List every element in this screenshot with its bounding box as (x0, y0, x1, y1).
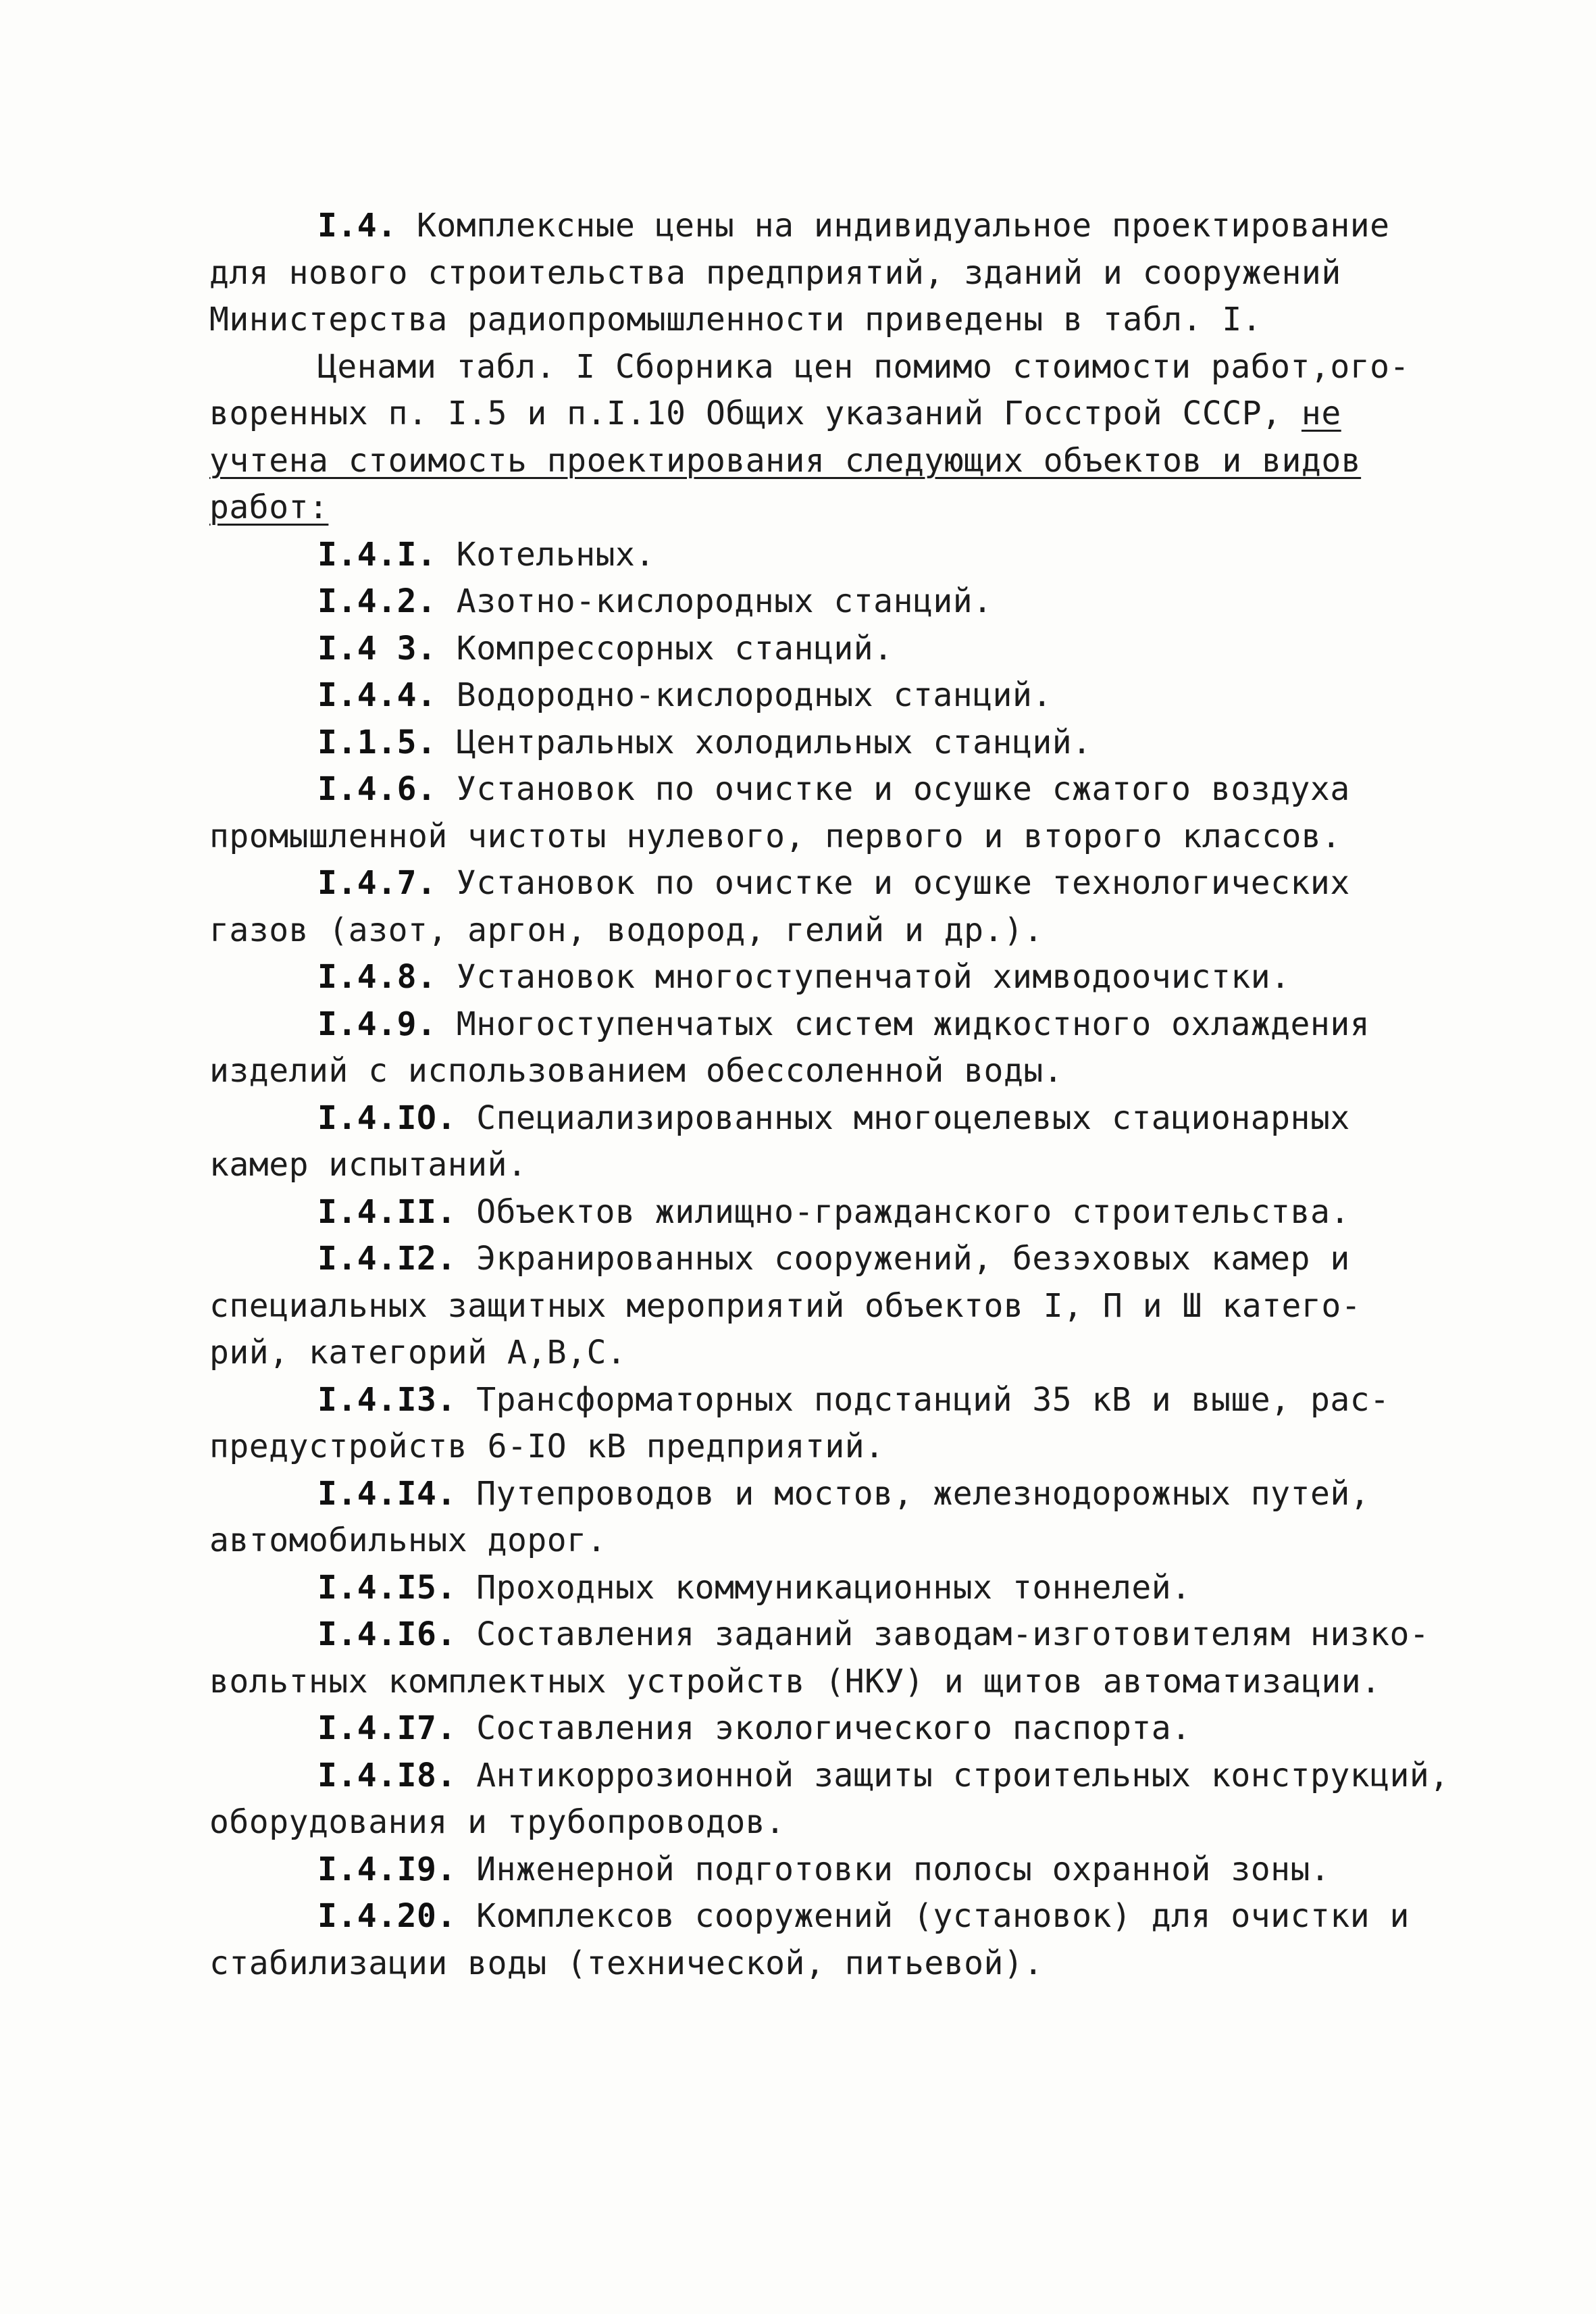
list-item-line (209, 1471, 1412, 1518)
list-item-line (209, 1142, 1412, 1189)
item-text: Составления заданий заводам-изготовителям низко- (476, 1615, 1430, 1653)
list-item-line (209, 1799, 1412, 1846)
item-number: I.4.2. (317, 582, 437, 620)
list-item-line (209, 1377, 1412, 1424)
item-text: оборудования и трубопроводов. (209, 1803, 786, 1841)
item-text: специальных защитных мероприятий объектов I, П и Ш катего- (209, 1286, 1362, 1325)
list-item-line (209, 1001, 1412, 1049)
item-text: предустройств 6-IO кВ предприятий. (209, 1428, 885, 1465)
item-text: Азотно-кислородных станций. (456, 582, 993, 620)
item-number: I.4.IO. (317, 1099, 457, 1137)
item-number: I.4.I8. (317, 1756, 457, 1794)
list-item-line (209, 1517, 1412, 1565)
note-underlined-word: не (1301, 395, 1341, 432)
item-text: Специализированных многоцелевых стационарных (476, 1099, 1350, 1137)
list-item-line (209, 626, 1412, 673)
list-item (209, 1753, 1449, 1846)
list-item (209, 672, 1412, 720)
items-list (209, 532, 1449, 1988)
list-item-line (209, 1940, 1412, 1988)
note-line-3: учтена стоимость проектирования следующих объектов и видов (209, 441, 1362, 480)
list-item-line (209, 954, 1412, 1001)
list-item (209, 1893, 1412, 1987)
item-text: промышленной чистоты нулевого, первого и второго классов. (209, 817, 1341, 855)
item-text: Трансформаторных подстанций 35 кВ и выше, рас- (476, 1380, 1390, 1419)
list-item (209, 954, 1412, 1001)
item-number: I.4.I2. (317, 1240, 457, 1278)
list-item-line (209, 860, 1412, 907)
item-number: I.4.8. (317, 958, 437, 996)
item-number: I.4.I5. (317, 1568, 457, 1607)
list-item (209, 1471, 1412, 1565)
item-number: I.4.4. (317, 676, 437, 714)
item-text: изделий с использованием обессоленной воды. (209, 1052, 1064, 1090)
item-text: Центральных холодильных станций. (456, 723, 1092, 761)
list-item-line (209, 766, 1412, 813)
list-item-line (209, 672, 1412, 720)
item-text: Путепроводов и мостов, железнодорожных путей, (476, 1474, 1370, 1513)
list-item-line (209, 1283, 1412, 1330)
list-item-line (209, 1659, 1412, 1706)
item-number: I.4.II. (317, 1192, 457, 1231)
item-number: I.4.20. (317, 1897, 457, 1935)
list-item-line (209, 532, 1412, 579)
list-item (209, 578, 1412, 626)
list-item-line (209, 1095, 1412, 1142)
item-text: рий, категорий А,В,С. (209, 1334, 627, 1372)
list-item (209, 532, 1412, 579)
list-item (209, 1095, 1412, 1189)
document-text (209, 203, 1449, 1987)
item-number: I.4.I6. (317, 1615, 457, 1653)
list-item-line (209, 1236, 1412, 1283)
item-text: камер испытаний. (209, 1146, 527, 1184)
list-item-line (209, 1565, 1412, 1612)
list-item-line (209, 1189, 1412, 1236)
list-item (209, 1189, 1412, 1236)
intro-line-1 (209, 203, 1412, 250)
item-number: I.4.I4. (317, 1474, 457, 1513)
list-item-line (209, 720, 1412, 767)
list-item-line (209, 1753, 1449, 1800)
item-text: Установок по очистке и осушке сжатого воздуха (456, 770, 1350, 808)
item-text: Водородно-кислородных станций. (456, 676, 1052, 714)
list-item-line (209, 1893, 1412, 1940)
item-text: Составления экологического паспорта. (476, 1709, 1191, 1747)
item-number: I.4 3. (317, 629, 437, 668)
note-text-2: воренных п. I.5 и п.I.10 Общих указаний Госстрой СССР, (209, 395, 1302, 432)
list-item-line (209, 1846, 1412, 1894)
item-text: газов (азот, аргон, водород, гелий и др.). (209, 911, 1044, 949)
item-text: Котельных. (456, 535, 655, 574)
item-text: Комплексов сооружений (установок) для очистки и (476, 1897, 1410, 1935)
item-text: Объектов жилищно-гражданского строительства. (476, 1192, 1350, 1231)
intro-line-3: Министерства радиопромышленности приведены в табл. I. (209, 301, 1262, 338)
list-item-line (209, 813, 1412, 861)
item-text: стабилизации воды (технической, питьевой). (209, 1944, 1044, 1982)
note-line-4: работ: (209, 488, 329, 526)
list-item (209, 1846, 1412, 1894)
list-item (209, 766, 1412, 860)
item-text: вольтных комплектных устройств (НКУ) и щитов автоматизации. (209, 1662, 1381, 1701)
note-line-2 (209, 391, 1412, 438)
intro-line-2: для нового строительства предприятий, зданий и сооружений (209, 253, 1341, 292)
item-text: Компрессорных станций. (456, 629, 894, 668)
list-item-line (209, 1048, 1412, 1095)
list-item (209, 1611, 1430, 1705)
item-number: I.4.I7. (317, 1709, 457, 1747)
list-item (209, 626, 1412, 673)
item-text: Антикоррозионной защиты строительных конструкций, (476, 1756, 1449, 1794)
item-number: I.1.5. (317, 723, 437, 761)
item-number: I.4.I3. (317, 1380, 457, 1419)
item-text: автомобильных дорог. (209, 1521, 607, 1559)
list-item (209, 1377, 1412, 1471)
list-item (209, 1236, 1412, 1377)
item-text: Многоступенчатых систем жидкостного охлаждения (456, 1005, 1370, 1043)
list-item (209, 1001, 1412, 1095)
item-text: Инженерной подготовки полосы охранной зоны. (476, 1850, 1331, 1888)
list-item (209, 720, 1412, 767)
item-number: I.4.9. (317, 1005, 437, 1043)
item-number: I.4.I. (317, 535, 437, 574)
list-item (209, 1565, 1412, 1612)
list-item-line (209, 1330, 1412, 1377)
item-number: I.4.7. (317, 864, 437, 902)
item-text: Экранированных сооружений, безэховых камер и (476, 1240, 1350, 1278)
list-item-line (209, 1611, 1430, 1659)
note-line-1: Ценами табл. I Сборника цен помимо стоимости работ,ого- (317, 347, 1410, 386)
item-text: Установок по очистке и осушке технологических (456, 864, 1350, 902)
item-text: Проходных коммуникационных тоннелей. (476, 1568, 1191, 1607)
list-item-line (209, 1424, 1412, 1471)
list-item (209, 1705, 1412, 1753)
intro-number: I.4. (317, 207, 397, 245)
list-item-line (209, 907, 1412, 955)
item-number: I.4.I9. (317, 1850, 457, 1888)
intro-text-1: Комплексные цены на индивидуальное проектирование (417, 207, 1390, 245)
list-item-line (209, 578, 1412, 626)
item-text: Установок многоступенчатой химводоочистки. (456, 958, 1291, 996)
list-item (209, 860, 1412, 954)
item-number: I.4.6. (317, 770, 437, 808)
list-item-line (209, 1705, 1412, 1753)
